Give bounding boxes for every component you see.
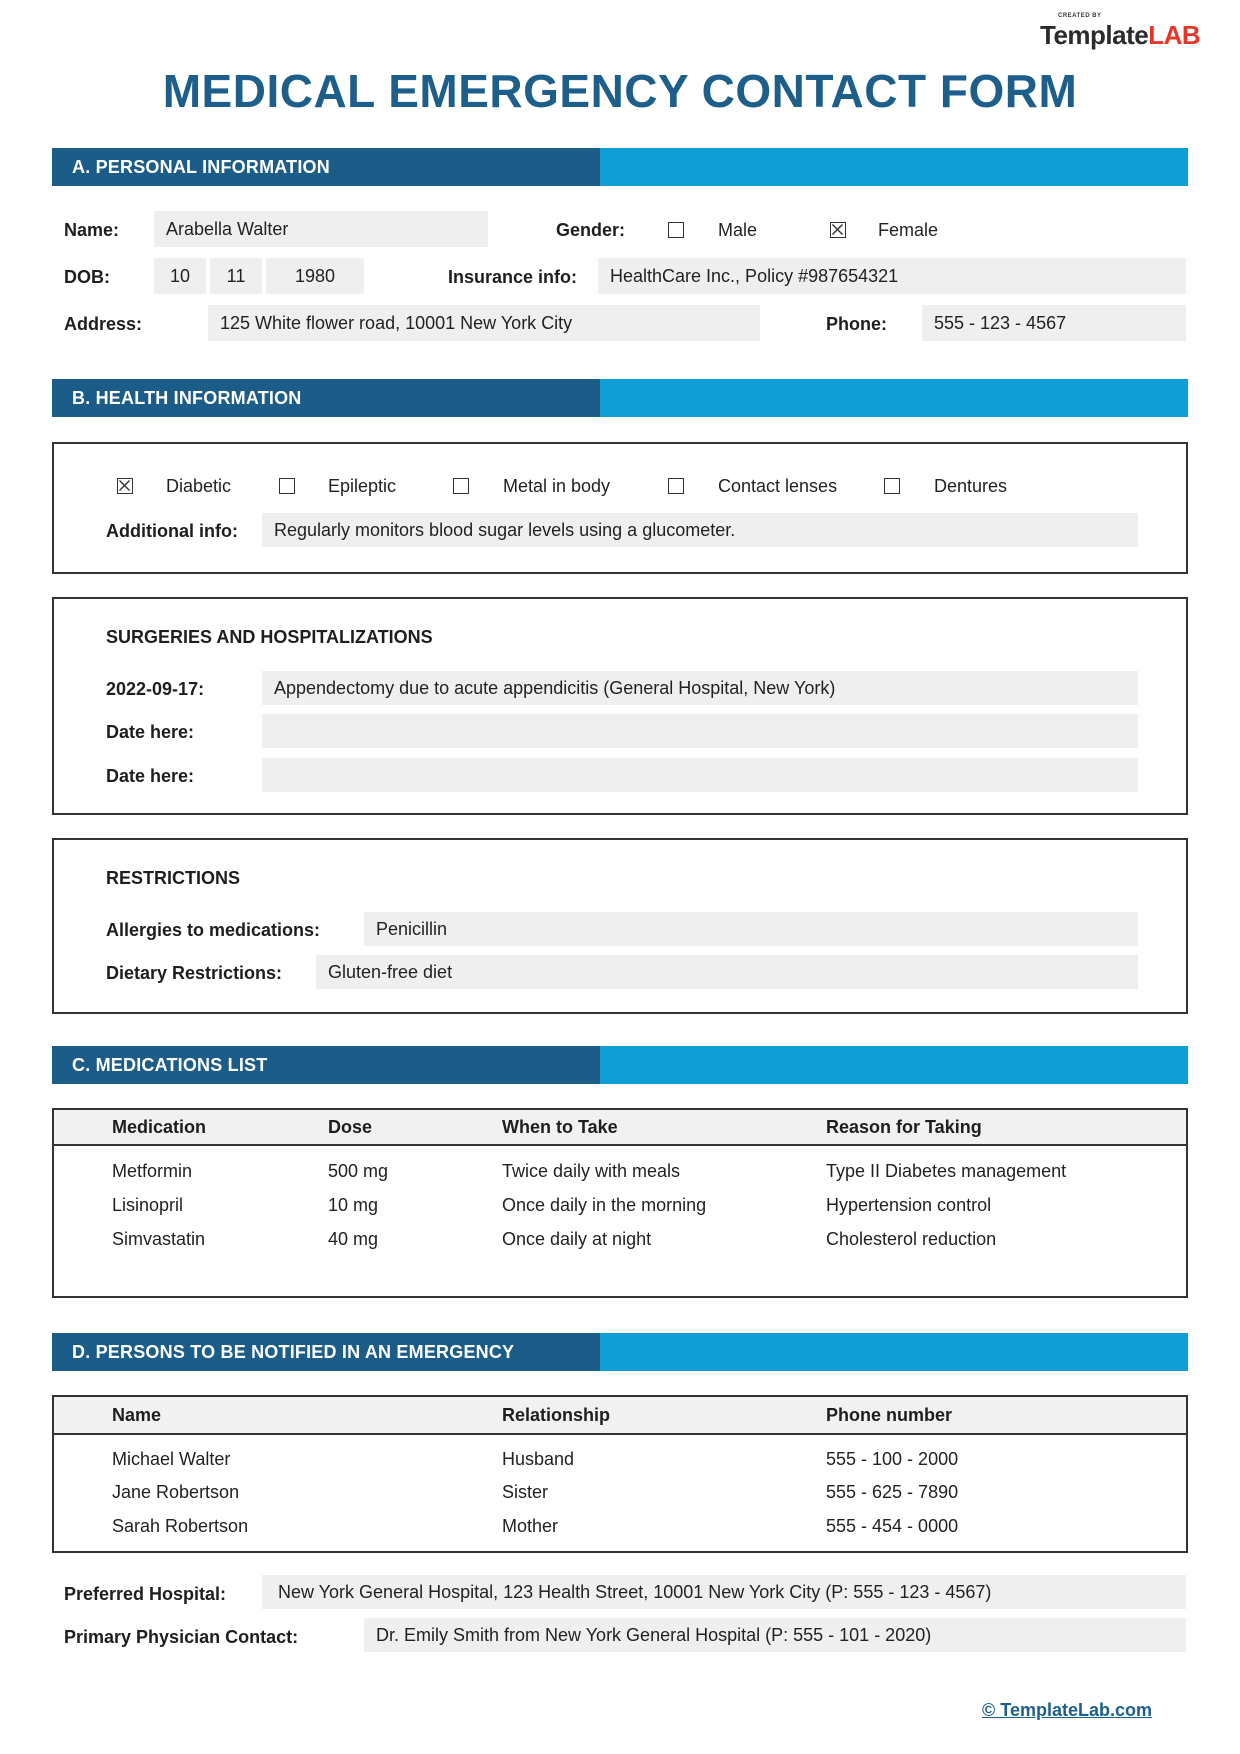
- table-cell: 40 mg: [328, 1229, 379, 1249]
- page-title: MEDICAL EMERGENCY CONTACT FORM: [162, 65, 1078, 117]
- physician-field[interactable]: Dr. Emily Smith from New York General Hospital (P: 555 - 101 - 2020): [364, 1618, 1186, 1652]
- section-header-health: [52, 379, 1188, 417]
- condition-checkbox-epileptic[interactable]: [279, 478, 295, 494]
- contact-header-phone: Phone number: [826, 1405, 953, 1425]
- surgery-date-3: Date here:: [106, 766, 195, 786]
- table-cell: Lisinopril: [112, 1195, 184, 1215]
- table-cell: Cholesterol reduction: [826, 1229, 997, 1249]
- physician-label: Primary Physician Contact:: [64, 1627, 299, 1647]
- section-title: C. MEDICATIONS LIST: [72, 1055, 268, 1075]
- address-field[interactable]: 125 White flower road, 10001 New York City: [208, 305, 760, 341]
- dob-day-field[interactable]: 11: [210, 258, 262, 294]
- med-header-dose: Dose: [328, 1117, 373, 1137]
- condition-checkbox-lenses[interactable]: [668, 478, 684, 494]
- dob-label: DOB:: [64, 267, 110, 287]
- section-header-medications: [52, 1046, 1188, 1084]
- surgeries-title: SURGERIES AND HOSPITALIZATIONS: [106, 627, 433, 647]
- table-cell: 555 - 454 - 0000: [826, 1516, 959, 1536]
- condition-label-dentures: Dentures: [934, 476, 1008, 496]
- section-header-personal: [52, 148, 1188, 186]
- table-cell: 555 - 100 - 2000: [826, 1449, 959, 1469]
- contacts-table-header: [54, 1397, 1186, 1435]
- condition-label-diabetic: Diabetic: [166, 476, 232, 496]
- logo-wordmark: [1040, 20, 1200, 51]
- phone-label: Phone:: [826, 314, 887, 334]
- condition-label-metal: Metal in body: [503, 476, 611, 496]
- surgery-date-2: Date here:: [106, 722, 195, 742]
- med-header-reason: Reason for Taking: [826, 1117, 982, 1137]
- table-cell: Twice daily with meals: [502, 1161, 681, 1181]
- section-title: B. HEALTH INFORMATION: [72, 388, 302, 408]
- table-cell: Metformin: [112, 1161, 193, 1181]
- gender-female-label: Female: [878, 220, 939, 240]
- surgery-desc-1[interactable]: Appendectomy due to acute appendicitis (General Hospital, New York): [262, 671, 1138, 705]
- dob-year-field[interactable]: 1980: [266, 258, 364, 294]
- gender-female-checkbox[interactable]: [830, 222, 846, 238]
- surgery-desc-2[interactable]: [262, 714, 1138, 748]
- templatelab-link[interactable]: © TemplateLab.com: [982, 1700, 1152, 1720]
- condition-checkbox-diabetic[interactable]: [117, 478, 133, 494]
- section-title: D. PERSONS TO BE NOTIFIED IN AN EMERGENCY: [72, 1342, 515, 1362]
- health-conditions-box: [52, 442, 1188, 574]
- gender-male-checkbox[interactable]: [668, 222, 684, 238]
- medications-table-header: [54, 1110, 1186, 1146]
- contact-header-name: Name: [112, 1405, 162, 1425]
- dob-month-field[interactable]: 10: [154, 258, 206, 294]
- table-cell: 555 - 625 - 7890: [826, 1482, 959, 1502]
- gender-label: Gender:: [556, 220, 626, 240]
- restrictions-title: RESTRICTIONS: [106, 868, 241, 888]
- med-header-when: When to Take: [502, 1117, 618, 1137]
- dietary-field[interactable]: Gluten-free diet: [316, 955, 1138, 989]
- table-cell: Husband: [502, 1449, 575, 1469]
- section-header-notify: [52, 1333, 1188, 1371]
- additional-info-label: Additional info:: [106, 521, 238, 541]
- table-cell: 500 mg: [328, 1161, 389, 1181]
- templatelab-logo: [1040, 10, 1220, 50]
- phone-field[interactable]: 555 - 123 - 4567: [922, 305, 1186, 341]
- table-cell: Jane Robertson: [112, 1482, 240, 1502]
- table-cell: Once daily in the morning: [502, 1195, 707, 1215]
- table-cell: Mother: [502, 1516, 559, 1536]
- table-cell: Sarah Robertson: [112, 1516, 249, 1536]
- surgery-date-1: 2022-09-17:: [106, 679, 205, 699]
- section-title: A. PERSONAL INFORMATION: [72, 157, 330, 177]
- name-field[interactable]: Arabella Walter: [154, 211, 488, 247]
- table-cell: Once daily at night: [502, 1229, 652, 1249]
- allergies-label: Allergies to medications:: [106, 920, 321, 940]
- additional-info-field[interactable]: Regularly monitors blood sugar levels using a glucometer.: [262, 513, 1138, 547]
- contact-header-relationship: Relationship: [502, 1405, 611, 1425]
- table-cell: Sister: [502, 1482, 549, 1502]
- hospital-label: Preferred Hospital:: [64, 1584, 227, 1604]
- condition-label-lenses: Contact lenses: [718, 476, 838, 496]
- logo-created-by: CREATED BY: [1058, 13, 1102, 19]
- dietary-label: Dietary Restrictions:: [106, 963, 283, 983]
- insurance-field[interactable]: HealthCare Inc., Policy #987654321: [598, 258, 1186, 294]
- condition-checkbox-dentures[interactable]: [884, 478, 900, 494]
- insurance-label: Insurance info:: [448, 267, 578, 287]
- med-header-medication: Medication: [112, 1117, 207, 1137]
- address-label: Address:: [64, 314, 143, 334]
- table-cell: 10 mg: [328, 1195, 379, 1215]
- hospital-field[interactable]: New York General Hospital, 123 Health Street, 10001 New York City (P: 555 - 123 - 4567): [262, 1575, 1186, 1609]
- name-label: Name:: [64, 220, 120, 240]
- table-cell: Hypertension control: [826, 1195, 992, 1215]
- logo-template: Template: [1040, 20, 1149, 50]
- table-cell: Michael Walter: [112, 1449, 231, 1469]
- allergies-field[interactable]: Penicillin: [364, 912, 1138, 946]
- table-cell: Type II Diabetes management: [826, 1161, 1067, 1181]
- logo-lab: LAB: [1148, 20, 1201, 50]
- condition-checkbox-metal[interactable]: [453, 478, 469, 494]
- gender-male-label: Male: [718, 220, 758, 240]
- table-cell: Simvastatin: [112, 1229, 206, 1249]
- surgery-desc-3[interactable]: [262, 758, 1138, 792]
- condition-label-epileptic: Epileptic: [328, 476, 397, 496]
